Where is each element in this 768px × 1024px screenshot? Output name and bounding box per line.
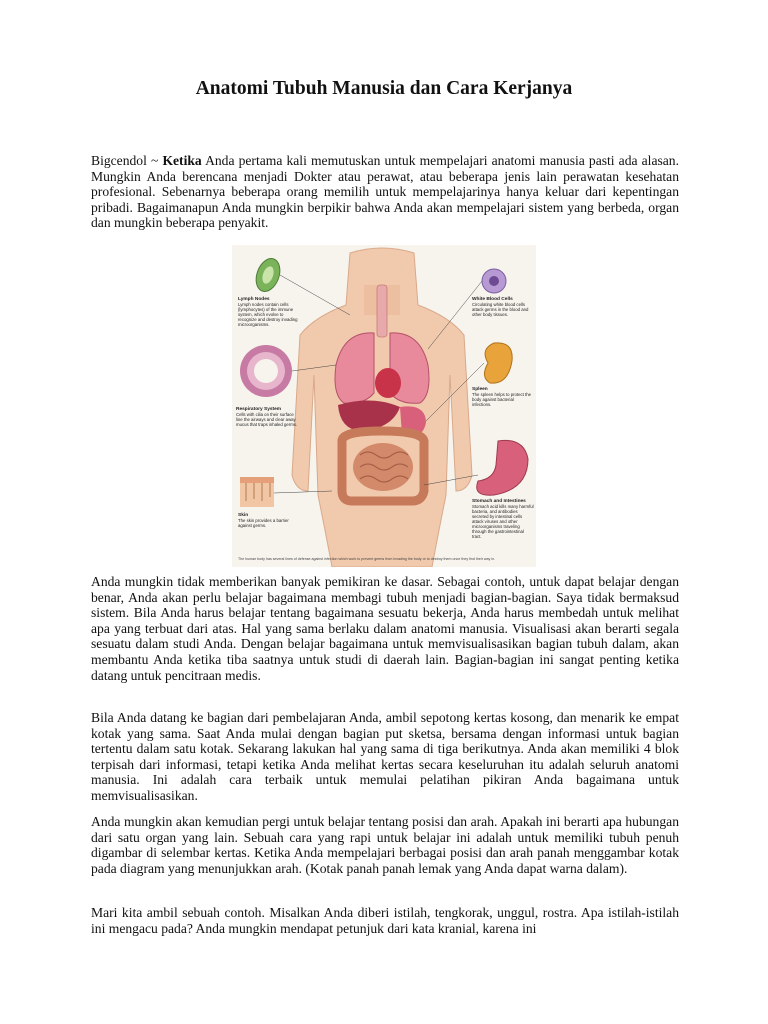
label-stomach-intestines [472, 499, 534, 539]
label-spleen-title: Spleen [472, 387, 488, 392]
label-skin [238, 513, 296, 528]
label-respiratory-title: Respiratory System [236, 407, 282, 412]
label-respiratory-text: Cells with cilia on their surface line the airways and clear away mucus that traps inhaled germs. [236, 412, 298, 427]
label-stomach-text: Stomach acid kills many harmful bacteria, and antibodies secreted by intestinal cells attack viruses and other microorganisms traveling through the gastrointestinal tract. [472, 504, 534, 539]
body-paragraph: Anda mungkin akan kemudian pergi untuk belajar tentang posisi dan arah. Apakah ini berarti apa hubungan dari satu organ yang lain. Sebuah cara yang rapi untuk belajar ini adalah untuk memiliki tubuh penuh digambar di selembar kertas. Ketika Anda mempelajari berbagai posisi dan arah panah menggambar kotak pada diagram yang menunjukkan arah. (Kotak panah panah lemak yang Anda dapat warna dalam). [91, 814, 679, 876]
body-paragraph: Bila Anda datang ke bagian dari pembelajaran Anda, ambil sepotong kertas kosong, dan menarik ke empat kotak yang sama. Saat Anda mulai dengan bagian put sketsa, bersama dengan informasi untuk bagian tertentu dalam satu kotak. Sekarang lakukan hal yang sama di tiga berikutnya. Anda akan memiliki 4 blok terpisah dari informasi, tetapi ketika Anda melihat kertas secara keseluruhan itu adalah seluruh anatomi manusia. Ini adalah cara terbaik untuk memulai pelatihan pikiran Anda bagaimana untuk memvisualisasikan. [91, 710, 679, 803]
intro-bold-word: Ketika [162, 153, 202, 168]
intro-text: Anda pertama kali memutuskan untuk mempelajari anatomi manusia pasti ada alasan. Mungkin Anda berencana menjadi Dokter atau perawat, atau beberapa jenis lain perawatan kesehatan profesional. Sebenarnya beberapa orang memilih untuk mempelajarinya hanya keluar dari kepentingan pribadi. Bagaimanapun Anda mungkin berpikir bahwa Anda akan mempelajari sistem yang berbeda, organ dan mungkin beberapa penyakit. [91, 153, 679, 231]
body-paragraph: Anda mungkin tidak memberikan banyak pemikiran ke dasar. Sebagai contoh, untuk dapat belajar dengan benar, Anda akan perlu belajar bagaimana membagi tubuh menjadi bagian-bagian. Saya tidak bermaksud sistem. Bila Anda harus belajar tentang bagaimana sesuatu bekerja, Anda harus membedah untuk melihat apa yang terbuat dari atas. Hal yang sama berlaku dalam anatomi manusia. Visualisasi akan berarti segala sesuatu dalam studi Anda. Dengan belajar bagaimana untuk memvisualisasikan bagian tubuh dalam, akan membantu Anda ketika tiba saatnya untuk studi di daerah lain. Bagian-bagian ini sangat penting ketika datang untuk pencitraan medis. [91, 574, 679, 683]
anatomy-illustration [232, 245, 536, 567]
stomach-inset [477, 440, 528, 495]
label-skin-text: The skin provides a barrier against germs. [238, 518, 289, 528]
label-lymph-nodes [238, 297, 298, 327]
trachea [377, 285, 387, 337]
body-paragraph: Mari kita ambil sebuah contoh. Misalkan Anda diberi istilah, tengkorak, unggul, rostra. Apa istilah-istilah ini mengacu pada? Anda mungkin mendapat petunjuk dari kata kranial, karena ini [91, 905, 679, 936]
label-respiratory [236, 407, 298, 427]
spleen-inset [484, 343, 512, 383]
intro-paragraph [91, 153, 679, 231]
intro-prefix: Bigcendol ~ [91, 153, 163, 168]
figure-caption: The human body has several lines of defense against infection which work to prevent germs from invading the body or to destroy them once they find their way in. [238, 557, 496, 561]
label-skin-title: Skin [238, 513, 249, 518]
label-stomach-title: Stomach and Intestines [472, 499, 526, 504]
page-title: Anatomi Tubuh Manusia dan Cara Kerjanya [195, 78, 573, 99]
label-wbc-title: White Blood Cells [472, 297, 513, 302]
small-intestine [353, 443, 413, 491]
label-spleen [472, 387, 534, 407]
label-lymph-text: Lymph nodes contain cells (lymphocytes) of the immune system, which evolve to recognize and destroy invading microorganisms. [238, 302, 298, 327]
label-spleen-text: The spleen helps to protect the body against bacterial infections. [472, 392, 532, 407]
heart [375, 368, 401, 398]
label-white-blood-cells [472, 297, 534, 317]
label-wbc-text: Circulating white blood cells attack germs in the blood and other body tissues. [472, 302, 529, 317]
label-lymph-title: Lymph Nodes [238, 297, 270, 302]
